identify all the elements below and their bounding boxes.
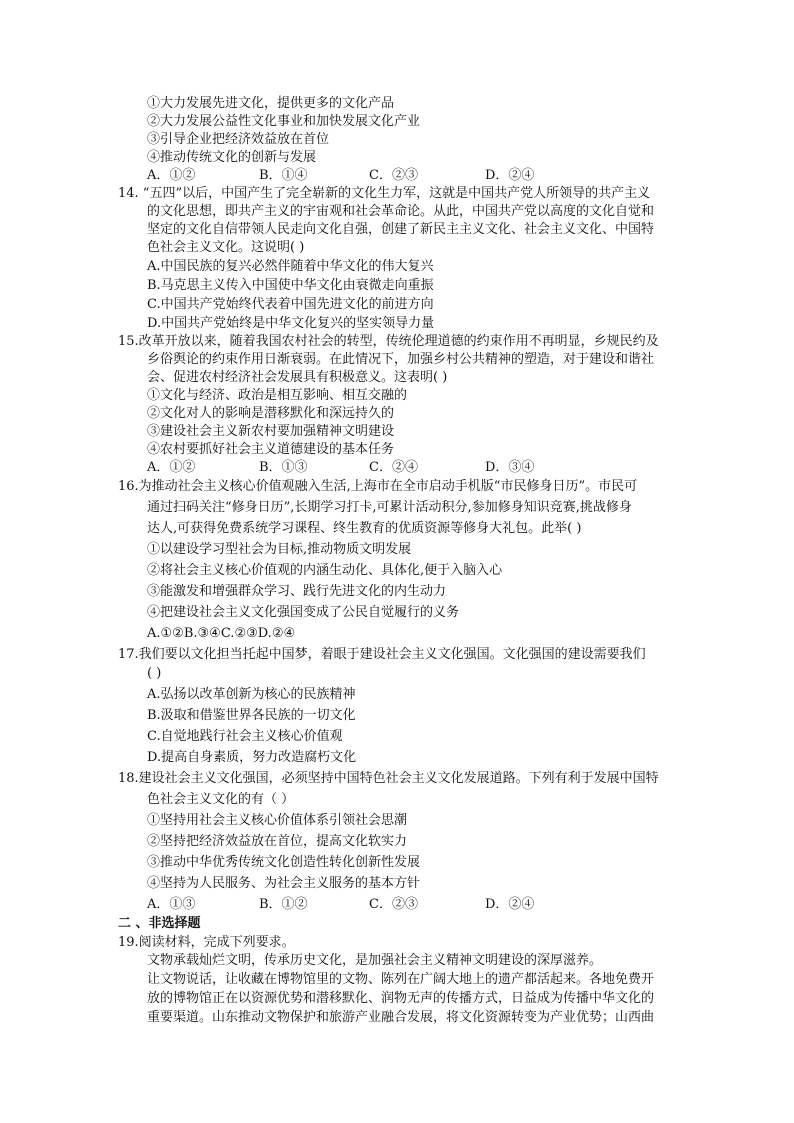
text-line: ①文化与经济、政治是相互影响、相互交融的 xyxy=(147,388,408,403)
text-line: 重要渠道。山东推动文物保护和旅游产业融合发展，将文化资源转变为产业优势；山西曲 xyxy=(147,1010,655,1025)
text-line: B.马克思主义传入中国使中华文化由衰微走向重振 xyxy=(147,278,434,293)
text-line: ②大力发展公益性文化事业和加快发展文化产业 xyxy=(147,114,421,129)
text-line: ( ) xyxy=(147,666,162,681)
text-line: 文物承载灿烂文明，传承历史文化，是加强社会主义精神文明建设的深厚滋养。 xyxy=(147,953,603,968)
text-line: ④农村要抓好社会主义道德建设的基本任务 xyxy=(147,442,395,457)
text-line: 色社会主义文化的有（ ） xyxy=(147,792,295,807)
text-line: ④把建设社会主义文化强国变成了公民自觉履行的义务 xyxy=(147,605,460,620)
text-line: 通过扫码关注“修身日历”,长期学习打卡,可累计活动积分,参加修身知识竞赛,挑战修身 xyxy=(147,500,632,515)
text-line: 乡俗舆论的约束作用日渐衰弱。在此情况下，加强乡村公共精神的塑造，对于建设和谐社 xyxy=(147,352,655,367)
answer-choice: C．②③ xyxy=(369,897,418,912)
text-line: 让文物说话，让收藏在博物馆里的文物、陈列在广阔大地上的遗产都活起来。各地免费开 xyxy=(147,972,655,987)
text-line: ②将社会主义核心价值观的内涵生动化、具体化,便于入脑入心 xyxy=(147,563,503,578)
answer-choice: B．①④ xyxy=(259,168,308,183)
text-line: ④推动传统文化的创新与发展 xyxy=(147,150,317,165)
answer-choice: A．①③ xyxy=(147,897,196,912)
question-line: 17.我们要以文化担当托起中国梦，着眼于建设社会主义文化强国。文化强国的建设需要我们 xyxy=(118,647,646,662)
text-line: 坚定的文化自信带领人民走向文化自强，创建了新民主主义文化、社会主义文化、中国特 xyxy=(147,222,655,237)
question-line: 二 、非选择题 xyxy=(118,916,201,931)
answer-choice: B．①② xyxy=(259,897,308,912)
text-line: C.自觉地践行社会主义核心价值观 xyxy=(147,729,343,744)
text-line: D.中国共产党始终是中华文化复兴的坚实领导力量 xyxy=(147,316,435,331)
text-line: D.提高自身素质，努力改造腐朽文化 xyxy=(147,750,357,765)
text-line: 达人,可获得免费系统学习课程、终生教育的优质资源等修身大礼包。此举( ) xyxy=(147,521,582,536)
text-line: ④坚持为人民服务、为社会主义服务的基本方针 xyxy=(147,876,421,891)
answer-choice: D．③④ xyxy=(485,460,535,475)
text-line: 放的博物馆正在以资源优势和潜移默化、润物无声的传播方式，日益成为传播中华文化的 xyxy=(147,991,655,1006)
text-line: B.汲取和借鉴世界各民族的一切文化 xyxy=(147,708,356,723)
text-line: ③推动中华优秀传统文化创造性转化创新性发展 xyxy=(147,855,421,870)
text-line: A.弘扬以改革创新为核心的民族精神 xyxy=(147,687,356,702)
text-line: ①以建设学习型社会为目标,推动物质文明发展 xyxy=(147,542,412,557)
question-line: 19.阅读材料，完成下列要求。 xyxy=(118,935,295,950)
answer-choice: B．①③ xyxy=(259,460,308,475)
text-line: ①坚持用社会主义核心价值体系引领社会思潮 xyxy=(147,813,408,828)
question-line: 14. “五四”以后，中国产生了完全崭新的文化生力军，这就是中国共产党人所领导的共产主义 xyxy=(118,186,651,201)
answer-choice: C．②④ xyxy=(369,460,418,475)
answer-choice: C．②③ xyxy=(369,168,418,183)
text-line: 的文化思想，即共产主义的宇宙观和社会革命论。从此，中国共产党以高度的文化自觉和 xyxy=(147,204,655,219)
answer-choice: A．①② xyxy=(147,460,196,475)
text-line: ①大力发展先进文化，提供更多的文化产品 xyxy=(147,96,395,111)
question-line: 18.建设社会主义文化强国，必须坚持中国特色社会主义文化发展道路。下列有利于发展中国特 xyxy=(118,771,659,786)
text-line: ③建设社会主义新农村要加强精神文明建设 xyxy=(147,424,395,439)
question-line: 15.改革开放以来，随着我国农村社会的转型，传统伦理道德的约束作用不再明显，乡规民约及 xyxy=(118,334,659,349)
text-line: C.中国共产党始终代表着中国先进文化的前进方向 xyxy=(147,297,434,312)
text-line: 色社会主义文化。这说明( ) xyxy=(147,240,305,255)
text-line: ②文化对人的影响是潜移默化和深远持久的 xyxy=(147,406,395,421)
answer-choice: A．①② xyxy=(147,168,196,183)
question-line: 16.为推动社会主义核心价值观融入生活,上海市在全市启动手机版“市民修身日历”。市民可 xyxy=(118,479,638,494)
text-line: A.中国民族的复兴必然伴随着中华文化的伟大复兴 xyxy=(147,259,434,274)
text-line: A.①②B.③④C.②③D.②④ xyxy=(147,626,296,641)
text-line: ③能激发和增强群众学习、践行先进文化的内生动力 xyxy=(147,584,447,599)
text-line: ②坚持把经济效益放在首位，提高文化软实力 xyxy=(147,834,408,849)
text-line: 会、促进农村经济社会发展具有积极意义。这表明( ) xyxy=(147,370,448,385)
text-line: ③引导企业把经济效益放在首位 xyxy=(147,132,330,147)
answer-choice: D．②④ xyxy=(485,897,535,912)
answer-choice: D．②④ xyxy=(485,168,535,183)
